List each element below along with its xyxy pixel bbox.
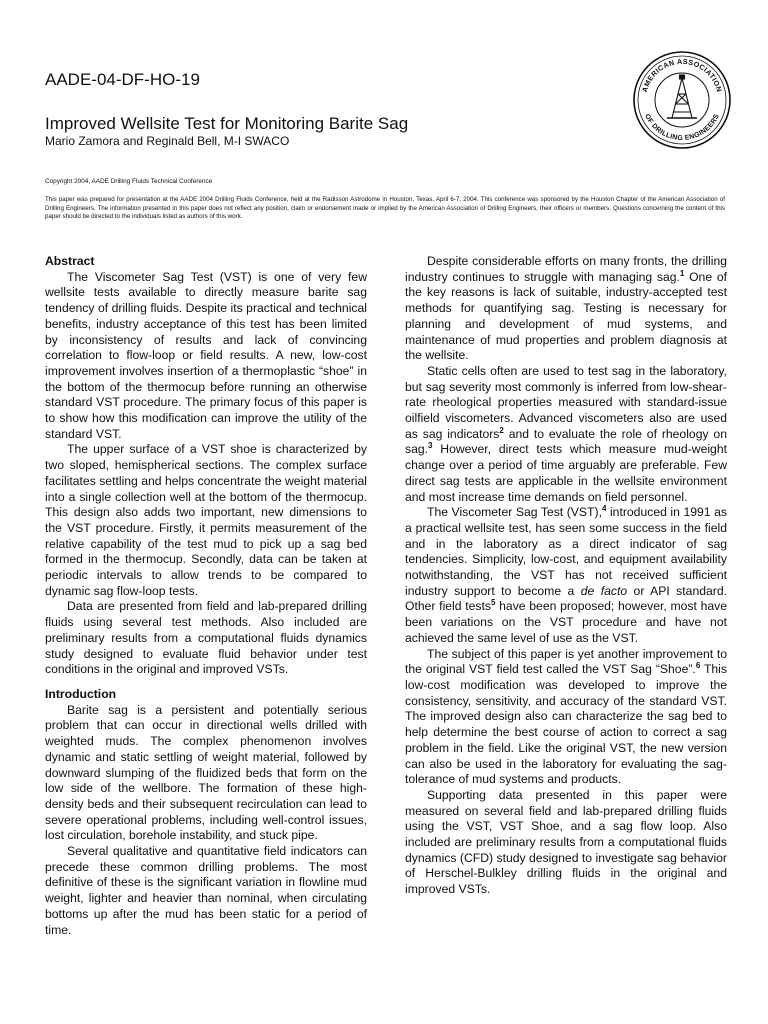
paper-authors: Mario Zamora and Reginald Bell, M-I SWACO bbox=[45, 134, 290, 148]
introduction-heading: Introduction bbox=[45, 686, 117, 701]
ref-superscript: 6 bbox=[695, 661, 701, 671]
right-paragraph-5: Supporting data presented in this paper were measured on several field and lab-prepared drilling fluids using the VST, VST Shoe, and a sag flow loop. Also included are preliminary results from a computational fluids dynamics (CFD) study designed to investigate sag behavior of Herschel-Bulkley drilling fluids in the original and improved VSTs. bbox=[405, 787, 727, 897]
paper-title: Improved Wellsite Test for Monitoring Barite Sag bbox=[45, 114, 409, 133]
abstract-paragraph-1: The Viscometer Sag Test (VST) is one of very few wellsite tests available to directly measure barite sag tendency of drilling fluids. Despite its practical and technical benefits, industry acceptance of this test has been limited by inconsistency of results and lack of convincing correlation to flow-loop or field results. A new, low-cost improvement involves insertion of a thermoplastic “shoe” in the bottom of the thermocup before running an otherwise standard VST procedure. The primary focus of this paper is to show how this modification can improve the utility of the standard VST. bbox=[45, 269, 367, 441]
ref-superscript: 3 bbox=[428, 441, 433, 451]
introduction-paragraph-2: Several qualitative and quantitative field indicators can precede these common drilling problems. The most definitive of these is the significant variation in flowline mud weight, lighter and heavier than nominal, when circulating bottoms up after the mud has been static for a period of time. bbox=[45, 844, 367, 937]
paper-id: AADE-04-DF-HO-19 bbox=[45, 70, 200, 89]
right-paragraph-2: Static cells often are used to test sag in the laboratory, but sag severity most commonly is inferred from low-shear-rate rheological properties measured with standard-issue oilfield viscometers. Advanced viscometers also are used as sag indicators$^2$ and to evaluate the role of rheology on sag.$^3$ However, direct tests which measure mud-weight change over a period of time arguably are preferable. Few direct sag tests are applicable in the wellsite environment and most increase time demands on field personnel. bbox=[405, 363, 727, 504]
ref-superscript: 4 bbox=[601, 504, 607, 514]
left-column bbox=[45, 254, 367, 938]
right-paragraph-4: The subject of this paper is yet another improvement to the original VST field test called the VST Sag “Shoe”.$^6$ This low-cost modification was developed to improve the consistency, sensitivity, and accuracy of the standard VST. The improved design also can characterize the sag bed to help determine the best course of action to correct a sag problem in the field. Like the original VST, the new version can also be used in the laboratory for evaluating the sag-tolerance of mud systems and products. bbox=[405, 646, 727, 787]
right-paragraph-1: Despite considerable efforts on many fronts, the drilling industry continues to struggle with managing sag.$^1$ One of the key reasons is lack of suitable, industry-accepted test methods for quantifying sag. Testing is necessary for planning and development of mud systems, and maintenance of mud properties and problem diagnosis at the wellsite. bbox=[405, 254, 727, 363]
abstract-heading: Abstract bbox=[45, 254, 95, 268]
seal-text-bottom: OF DRILLING ENGINEERS bbox=[643, 112, 721, 143]
right-column bbox=[405, 254, 727, 898]
presentation-notice: This paper was prepared for presentation at the AADE 2004 Drilling Fluids Conference, held at the Radisson Astrodome in Houston, Texas, April 6-7, 2004. This conference was sponsored by the Houston Chapter of the American Association of Drilling Engineers. The information presented in this paper does not reflect any position, claim or endorsement made or implied by the American Association of Drilling Engineers, their officers or members. Questions concerning the content of this paper should be directed to the individuals listed as authors of this work. bbox=[45, 196, 725, 221]
aade-seal-logo bbox=[632, 50, 732, 150]
seal-text-top: AMERICAN ASSOCIATION bbox=[639, 56, 725, 94]
abstract-paragraph-3: Data are presented from field and lab-prepared drilling fluids using several test methods. Also included are preliminary results from a computational fluids dynamics study designed to evaluate fluid behavior under test conditions in the original and improved VSTs. bbox=[45, 599, 367, 677]
right-paragraph-3: The Viscometer Sag Test (VST),$^4$ introduced in 1991 as a practical wellsite test, has seen some success in the field and in the laboratory as a direct indicator of sag tendencies. Simplicity, low-cost, and equipment availability notwithstanding, the VST has not received sufficient industry support to become a de facto or API standard. Other field tests$^5$ have been proposed; however, most have been variations on the VST procedure and have not achieved the same level of use as the VST. bbox=[405, 504, 727, 645]
copyright-line: Copyright 2004, AADE Drilling Fluids Technical Conference bbox=[45, 178, 213, 185]
ref-superscript: 1 bbox=[679, 268, 685, 278]
ref-superscript: 2 bbox=[499, 425, 504, 435]
abstract-paragraph-2: The upper surface of a VST shoe is characterized by two sloped, hemispherical sections. The complex surface facilitates settling and helps concentrate the weight material into a single collection well at the bottom of the thermocup. This design also adds two important, new dimensions to the VST procedure. Firstly, it permits measurement of the relative capability of the test mud to pick up a sag bed formed in the thermocup. Secondly, data can be taken at periodic intervals to allow trends to be compared to dynamic sag flow-loop tests. bbox=[45, 442, 367, 598]
ref-superscript: 5 bbox=[490, 598, 496, 608]
introduction-paragraph-1: Barite sag is a persistent and potentially serious problem that can occur in directional wells drilled with weighted muds. The complex phenomenon involves dynamic and static settling of weight material, followed by downward slumping of the fluidized beds that form on the low side of the wellbore. The formation of these high-density beds and their subsequent recirculation can lead to severe operational problems, including well-control issues, lost circulation, borehole instability, and stuck pipe. bbox=[45, 702, 367, 843]
derrick-icon bbox=[667, 75, 697, 118]
